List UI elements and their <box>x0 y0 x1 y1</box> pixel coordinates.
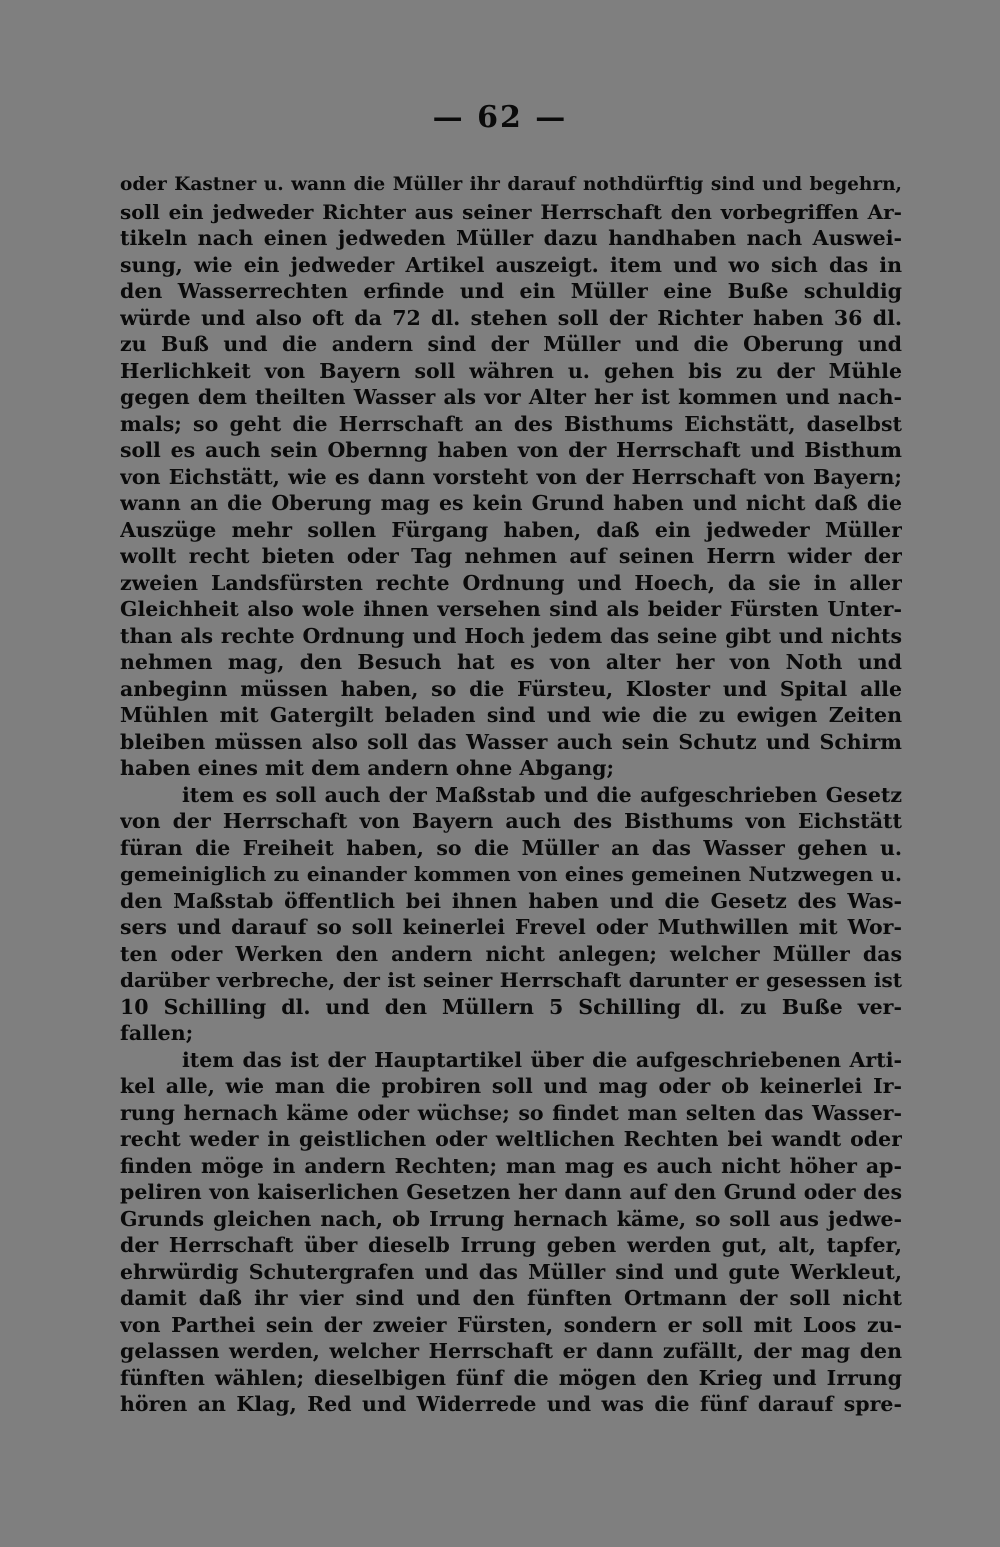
text-line: wann an die Oberung mag es kein Grund haben und nicht daß die <box>120 491 902 515</box>
text-line: zweien Landsfürsten rechte Ordnung und Hoech, da sie in aller <box>120 570 902 595</box>
text-line: item es soll auch der Maßstab und die aufgeschrieben Gesetz <box>182 782 902 807</box>
text-line: nehmen mag, den Besuch hat es von alter her von Noth und <box>120 650 902 674</box>
text-line: soll es auch sein Obernng haben von der Herrschaft und Bisthum <box>120 438 902 462</box>
body-text <box>120 172 902 1418</box>
text-line: 10 Schilling dl. und den Müllern 5 Schilling dl. zu Buße ver- <box>120 994 902 1019</box>
text-line: darüber verbreche, der ist seiner Herrschaft darunter er gesessen ist <box>120 968 902 992</box>
text-line: mals; so geht die Herrschaft an des Bisthums Eichstätt, daselbst <box>120 411 902 436</box>
text-line: den Wasserrechten erfinde und ein Müller eine Buße schuldig <box>120 279 902 303</box>
text-line: damit daß ihr vier sind und den fünften Ortmann der soll nicht <box>120 1286 902 1310</box>
text-line: tikeln nach einen jedweden Müller dazu handhaben nach Auswei- <box>120 226 902 250</box>
text-line: zu Buß und die andern sind der Müller und die Oberung und <box>120 332 902 356</box>
text-line: von der Herrschaft von Bayern auch des Bisthums von Eichstätt <box>120 809 902 833</box>
text-line: item das ist der Hauptartikel über die aufgeschriebenen Arti- <box>182 1047 902 1072</box>
text-line: bleiben müssen also soll das Wasser auch sein Schutz und Schirm <box>120 729 902 754</box>
text-line: von Parthei sein der zweier Fürsten, sondern er soll mit Loos zu- <box>120 1312 902 1337</box>
text-line: sers und darauf so soll keinerlei Frevel oder Muthwillen mit Wor- <box>120 915 902 939</box>
text-line: recht weder in geistlichen oder weltlichen Rechten bei wandt oder <box>120 1127 902 1151</box>
text-line: fallen; <box>120 1021 194 1045</box>
text-line: gelassen werden, welcher Herrschaft er dann zufällt, der mag den <box>120 1339 902 1363</box>
text-line: hören an Klag, Red und Widerrede und was die fünf darauf spre- <box>120 1392 902 1416</box>
text-line: gemeiniglich zu einander kommen von eines gemeinen Nutzwegen u. <box>120 862 902 886</box>
text-line: der Herrschaft über dieselb Irrung geben werden gut, alt, tapfer, <box>120 1233 902 1257</box>
text-line: Herlichkeit von Bayern soll währen u. gehen bis zu der Mühle <box>120 358 902 383</box>
text-line: sung, wie ein jedweder Artikel auszeigt. item und wo sich das in <box>120 252 902 277</box>
text-line: soll ein jedweder Richter aus seiner Herrschaft den vorbegriffen Ar- <box>120 199 902 224</box>
text-line: fünften wählen; dieselbigen fünf die mögen den Krieg und Irrung <box>120 1365 902 1390</box>
text-line: kel alle, wie man die probiren soll und mag oder ob keinerlei Ir- <box>120 1074 902 1098</box>
text-line: würde und also oft da 72 dl. stehen soll der Richter haben 36 dl. <box>120 305 902 330</box>
page-number: — 62 — <box>432 100 568 135</box>
text-line: ehrwürdig Schutergrafen und das Müller sind und gute Werkleut, <box>120 1259 902 1284</box>
text-line: rung hernach käme oder wüchse; so findet man selten das Wasser- <box>120 1100 902 1125</box>
text-line: finden möge in andern Rechten; man mag es auch nicht höher ap- <box>120 1153 902 1178</box>
text-line: than als rechte Ordnung und Hoch jedem das seine gibt und nichts <box>120 623 902 648</box>
text-line: Gleichheit also wole ihnen versehen sind als beider Fürsten Unter- <box>120 597 902 621</box>
text-line: Mühlen mit Gatergilt beladen sind und wie die zu ewigen Zeiten <box>120 703 902 727</box>
text-line: oder Kastner u. wann die Müller ihr darauf nothdürftig sind und begehrn, <box>120 174 902 195</box>
text-line: ten oder Werken den andern nicht anlegen; welcher Müller das <box>120 941 902 966</box>
text-line: wollt recht bieten oder Tag nehmen auf seinen Herrn wider der <box>120 544 902 568</box>
text-line: Grunds gleichen nach, ob Irrung hernach käme, so soll aus jedwe- <box>120 1206 902 1231</box>
text-line: Auszüge mehr sollen Fürgang haben, daß ein jedweder Müller <box>120 517 902 542</box>
text-line: haben eines mit dem andern ohne Abgang; <box>120 756 615 780</box>
text-line: den Maßstab öffentlich bei ihnen haben und die Gesetz des Was- <box>120 888 902 913</box>
text-line: von Eichstätt, wie es dann vorsteht von der Herrschaft von Bayern; <box>120 464 902 489</box>
text-line: gegen dem theilten Wasser als vor Alter her ist kommen und nach- <box>120 385 902 409</box>
text-line: peliren von kaiserlichen Gesetzen her dann auf den Grund oder des <box>120 1180 902 1204</box>
text-line: anbeginn müssen haben, so die Fürsteu, Kloster und Spital alle <box>120 676 902 701</box>
text-line: füran die Freiheit haben, so die Müller an das Wasser gehen u. <box>120 835 902 860</box>
